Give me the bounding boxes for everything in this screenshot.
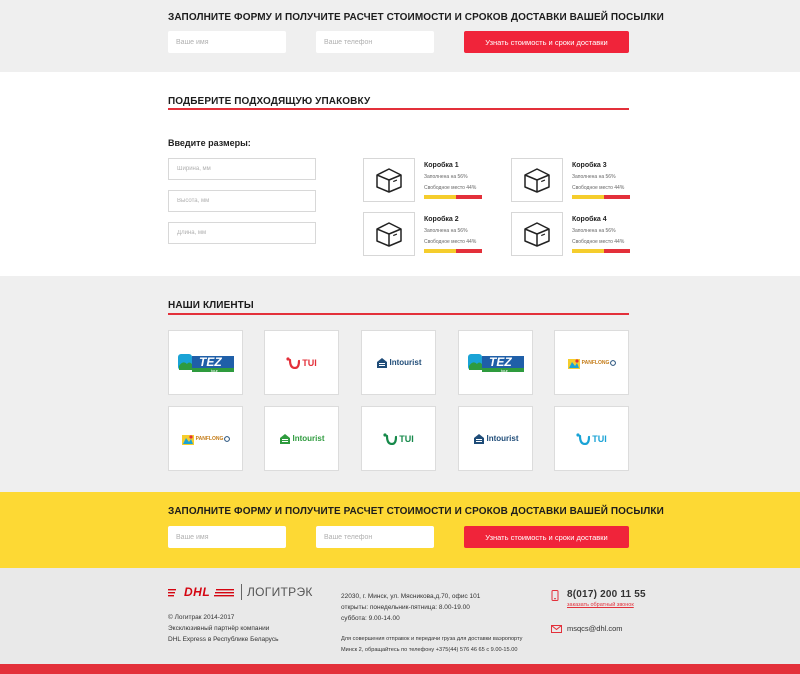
client-logo-text: Intourist <box>292 434 325 443</box>
footer <box>0 568 800 664</box>
calc-submit-button[interactable]: Узнать стоимость и сроки доставки <box>464 31 629 53</box>
footer-partner-line2: DHL Express в Республике Беларусь <box>168 636 279 643</box>
client-logo-text: TUI <box>399 433 414 444</box>
pegas-mark-icon <box>610 360 616 366</box>
callback-link[interactable]: заказать обратный звонок <box>567 602 634 608</box>
pegas-emblem-icon <box>567 356 581 370</box>
packaging-title: ПОДБЕРИТЕ ПОДХОДЯЩУЮ УПАКОВКУ <box>168 96 371 107</box>
top-form-title: ЗАПОЛНИТЕ ФОРМУ И ПОЛУЧИТЕ РАСЧЕТ СТОИМОСТИ И СРОКОВ ДОСТАВКИ ВАШЕЙ ПОСЫЛКИ <box>168 12 664 23</box>
dimensions-title: Введите размеры: <box>168 138 251 148</box>
client-logo-subtext: tour <box>501 368 508 373</box>
client-logo-text: TEZ <box>489 355 512 369</box>
width-input[interactable] <box>168 158 316 180</box>
clients-title: НАШИ КЛИЕНТЫ <box>168 300 254 311</box>
clients-title-underline <box>168 313 629 315</box>
box-card[interactable] <box>511 212 625 256</box>
footer-airport-line1: Для совершения отправок и передачи груза для доставки ваэропорту <box>341 636 523 642</box>
box-name: Коробка 3 <box>572 162 607 169</box>
box-filled: Заполнена на 56% <box>572 174 616 180</box>
client-logo-subtext: tour <box>211 368 218 373</box>
box-name: Коробка 4 <box>572 216 607 223</box>
box-card[interactable] <box>363 212 477 256</box>
box-free: Свободное место 44% <box>424 239 477 245</box>
client-logo-tui[interactable] <box>554 406 629 471</box>
box-free: Свободное место 44% <box>572 185 625 191</box>
name-input[interactable] <box>168 31 286 53</box>
client-logo-intourist[interactable] <box>361 330 436 395</box>
bottom-accent-strip <box>0 664 800 674</box>
phone-input-bottom[interactable] <box>316 526 434 548</box>
top-form-section <box>0 0 800 72</box>
box-free: Свободное место 44% <box>572 239 625 245</box>
footer-phone[interactable]: 8(017) 200 11 55 <box>567 589 646 600</box>
box-icon <box>363 212 415 256</box>
phone-input[interactable] <box>316 31 434 53</box>
client-logo-tez-tour[interactable] <box>168 330 243 395</box>
mail-icon <box>551 625 562 633</box>
clients-section <box>0 276 800 492</box>
tui-smile-icon <box>383 433 397 445</box>
client-logo-tui[interactable] <box>361 406 436 471</box>
box-icon <box>363 158 415 202</box>
box-fill-bar <box>572 195 630 199</box>
box-name: Коробка 2 <box>424 216 459 223</box>
length-input[interactable] <box>168 222 316 244</box>
footer-airport-line2: Минск 2, обращайтесь по телефону +375(44) 576 46 65 с 9.00-15.00 <box>341 647 518 653</box>
bottom-form-section <box>0 492 800 568</box>
intourist-emblem-icon <box>279 433 291 445</box>
intourist-emblem-icon <box>376 357 388 369</box>
client-logo-tez-tour[interactable] <box>458 330 533 395</box>
client-logo-text: Intourist <box>389 358 422 367</box>
box-name: Коробка 1 <box>424 162 459 169</box>
client-logo-tui[interactable] <box>264 330 339 395</box>
bottom-form-title: ЗАПОЛНИТЕ ФОРМУ И ПОЛУЧИТЕ РАСЧЕТ СТОИМОСТИ И СРОКОВ ДОСТАВКИ ВАШЕЙ ПОСЫЛКИ <box>168 506 664 517</box>
box-filled: Заполнена на 56% <box>572 228 616 234</box>
box-filled: Заполнена на 56% <box>424 174 468 180</box>
client-logo-text: PANFLONG <box>581 359 610 366</box>
box-fill-bar <box>424 249 482 253</box>
tui-smile-icon <box>576 433 590 445</box>
box-card[interactable] <box>511 158 625 202</box>
pegas-mark-icon <box>224 436 230 442</box>
box-filled: Заполнена на 56% <box>424 228 468 234</box>
box-fill-bar <box>424 195 482 199</box>
client-logo-text: TUI <box>592 433 607 444</box>
footer-address: 22030, г. Минск, ул. Мясникова,д.70, офис 101 <box>341 593 481 600</box>
tui-smile-icon <box>286 357 300 369</box>
packaging-section <box>0 72 800 276</box>
box-free: Свободное место 44% <box>424 185 477 191</box>
client-logo-text: TUI <box>302 357 317 368</box>
logo-divider <box>241 584 242 600</box>
box-icon <box>511 212 563 256</box>
footer-hours-saturday: суббота: 9.00-14.00 <box>341 615 400 622</box>
height-input[interactable] <box>168 190 316 212</box>
footer-partner-line1: Эксклюзивный партнёр компании <box>168 625 270 632</box>
dhl-logo-text: DHL <box>184 585 211 599</box>
client-logo-pegas[interactable] <box>168 406 243 471</box>
packaging-title-underline <box>168 108 629 110</box>
footer-email[interactable]: msqcs@dhl.com <box>567 624 623 633</box>
calc-submit-button-bottom[interactable]: Узнать стоимость и сроки доставки <box>464 526 629 548</box>
box-card[interactable] <box>363 158 477 202</box>
client-logo-intourist[interactable] <box>264 406 339 471</box>
box-fill-bar <box>572 249 630 253</box>
footer-hours-weekdays: открыты: понедельник-пятница: 8.00-19.00 <box>341 604 470 611</box>
client-logo-text: Intourist <box>486 434 519 443</box>
client-logo-intourist[interactable] <box>458 406 533 471</box>
client-logo-text: PANFLONG <box>195 435 224 442</box>
client-logo-text: TEZ <box>199 355 222 369</box>
logitrek-logo[interactable]: ЛОГИТРЭК <box>247 585 313 599</box>
dhl-logo[interactable] <box>168 586 234 605</box>
box-icon <box>511 158 563 202</box>
footer-copyright: © Логитрак 2014-2017 <box>168 614 235 621</box>
intourist-emblem-icon <box>473 433 485 445</box>
client-logo-pegas[interactable] <box>554 330 629 395</box>
phone-icon <box>551 590 560 601</box>
pegas-emblem-icon <box>181 432 195 446</box>
name-input-bottom[interactable] <box>168 526 286 548</box>
